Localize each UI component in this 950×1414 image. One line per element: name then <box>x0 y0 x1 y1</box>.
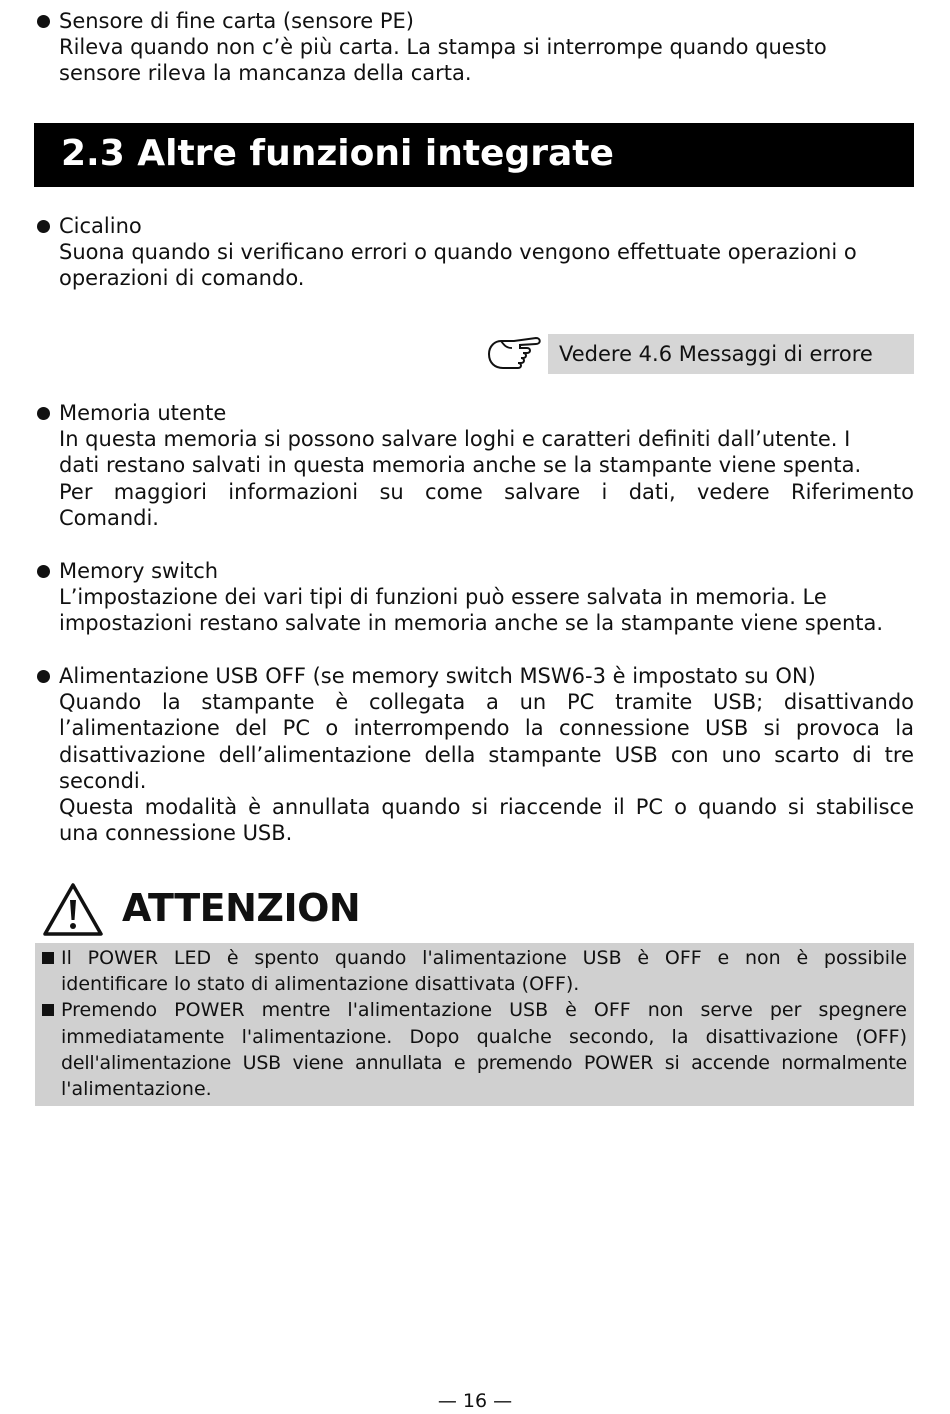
body-line: l'alimentazione. <box>61 1078 212 1101</box>
caution-box <box>35 943 914 1106</box>
bullet-heading: Cicalino <box>59 214 142 238</box>
bullet-dot <box>37 220 50 233</box>
body-line: secondi. <box>59 768 147 793</box>
caution-title: ATTENZION <box>122 886 361 930</box>
bullet-dot <box>37 670 50 683</box>
bullet-dot <box>37 15 50 28</box>
pointing-hand-icon <box>486 333 542 375</box>
body-line: identificare lo stato di alimentazione disattivata (OFF). <box>61 973 580 996</box>
body-line: Comandi. <box>59 505 159 530</box>
square-bullet <box>42 952 54 964</box>
body-line: L’impostazione dei vari tipi di funzioni può essere salvata in memoria. Le <box>59 585 827 610</box>
body-line: l’alimentazione del PC o interrompendo la connessione USB si provoca la <box>59 716 914 741</box>
bullet-usb-power-off <box>37 663 914 846</box>
body-line: operazioni di comando. <box>59 266 305 291</box>
caution-header <box>42 880 442 938</box>
body-line: Rileva quando non c’è più carta. La stampa si interrompe quando questo <box>59 35 827 60</box>
page-number: — 16 — <box>437 1390 513 1412</box>
bullet-paper-end-sensor <box>37 8 914 87</box>
warning-triangle-icon <box>42 882 104 937</box>
body-line: Per maggiori informazioni su come salvare i dati, vedere Riferimento <box>59 479 914 504</box>
body-line: Quando la stampante è collegata a un PC tramite USB; disattivando <box>59 690 914 715</box>
bullet-heading: Memoria utente <box>59 401 227 425</box>
body-line: una connessione USB. <box>59 821 293 846</box>
bullet-memory-switch <box>37 558 914 637</box>
body-line: Questa modalità è annullata quando si riaccende il PC o quando si stabilisce <box>59 795 914 819</box>
bullet-heading: Memory switch <box>59 559 219 583</box>
section-title: 2.3 Altre funzioni integrate <box>61 133 614 174</box>
bullet-dot <box>37 407 50 420</box>
bullet-body <box>59 663 914 846</box>
body-line: dati restano salvati in questa memoria anche se la stampante viene spenta. <box>59 453 862 478</box>
caution-item <box>41 945 907 997</box>
square-bullet <box>42 1004 54 1016</box>
cross-reference-label[interactable]: Vedere 4.6 Messaggi di errore <box>548 334 914 374</box>
bullet-dot <box>37 565 50 578</box>
body-line: Premendo POWER mentre l'alimentazione USB è OFF non serve per spegnere <box>61 999 907 1022</box>
bullet-heading: Alimentazione USB OFF (se memory switch MSW6-3 è impostato su ON) <box>59 664 816 688</box>
bullet-body <box>59 213 914 292</box>
caution-item <box>41 997 907 1102</box>
section-header <box>34 123 914 187</box>
bullet-buzzer <box>37 213 914 292</box>
body-line: In questa memoria si possono salvare loghi e caratteri definiti dall’utente. I <box>59 427 851 452</box>
bullet-user-memory <box>37 400 914 531</box>
body-line: Il POWER LED è spento quando l'alimentazione USB è OFF e non è possibile <box>61 947 907 969</box>
bullet-heading: Sensore di fine carta (sensore PE) <box>59 9 414 33</box>
body-line: disattivazione dell’alimentazione della stampante USB con uno scarto di tre <box>59 742 914 767</box>
body-line: dell'alimentazione USB viene annullata e premendo POWER si accende normalmente <box>61 1051 907 1074</box>
body-line: sensore rileva la mancanza della carta. <box>59 61 472 86</box>
body-line: impostazioni restano salvate in memoria anche se la stampante viene spenta. <box>59 611 884 636</box>
body-line: Suona quando si verificano errori o quando vengono effettuate operazioni o <box>59 240 857 265</box>
body-line: immediatamente l'alimentazione. Dopo qualche secondo, la disattivazione (OFF) <box>61 1025 907 1048</box>
